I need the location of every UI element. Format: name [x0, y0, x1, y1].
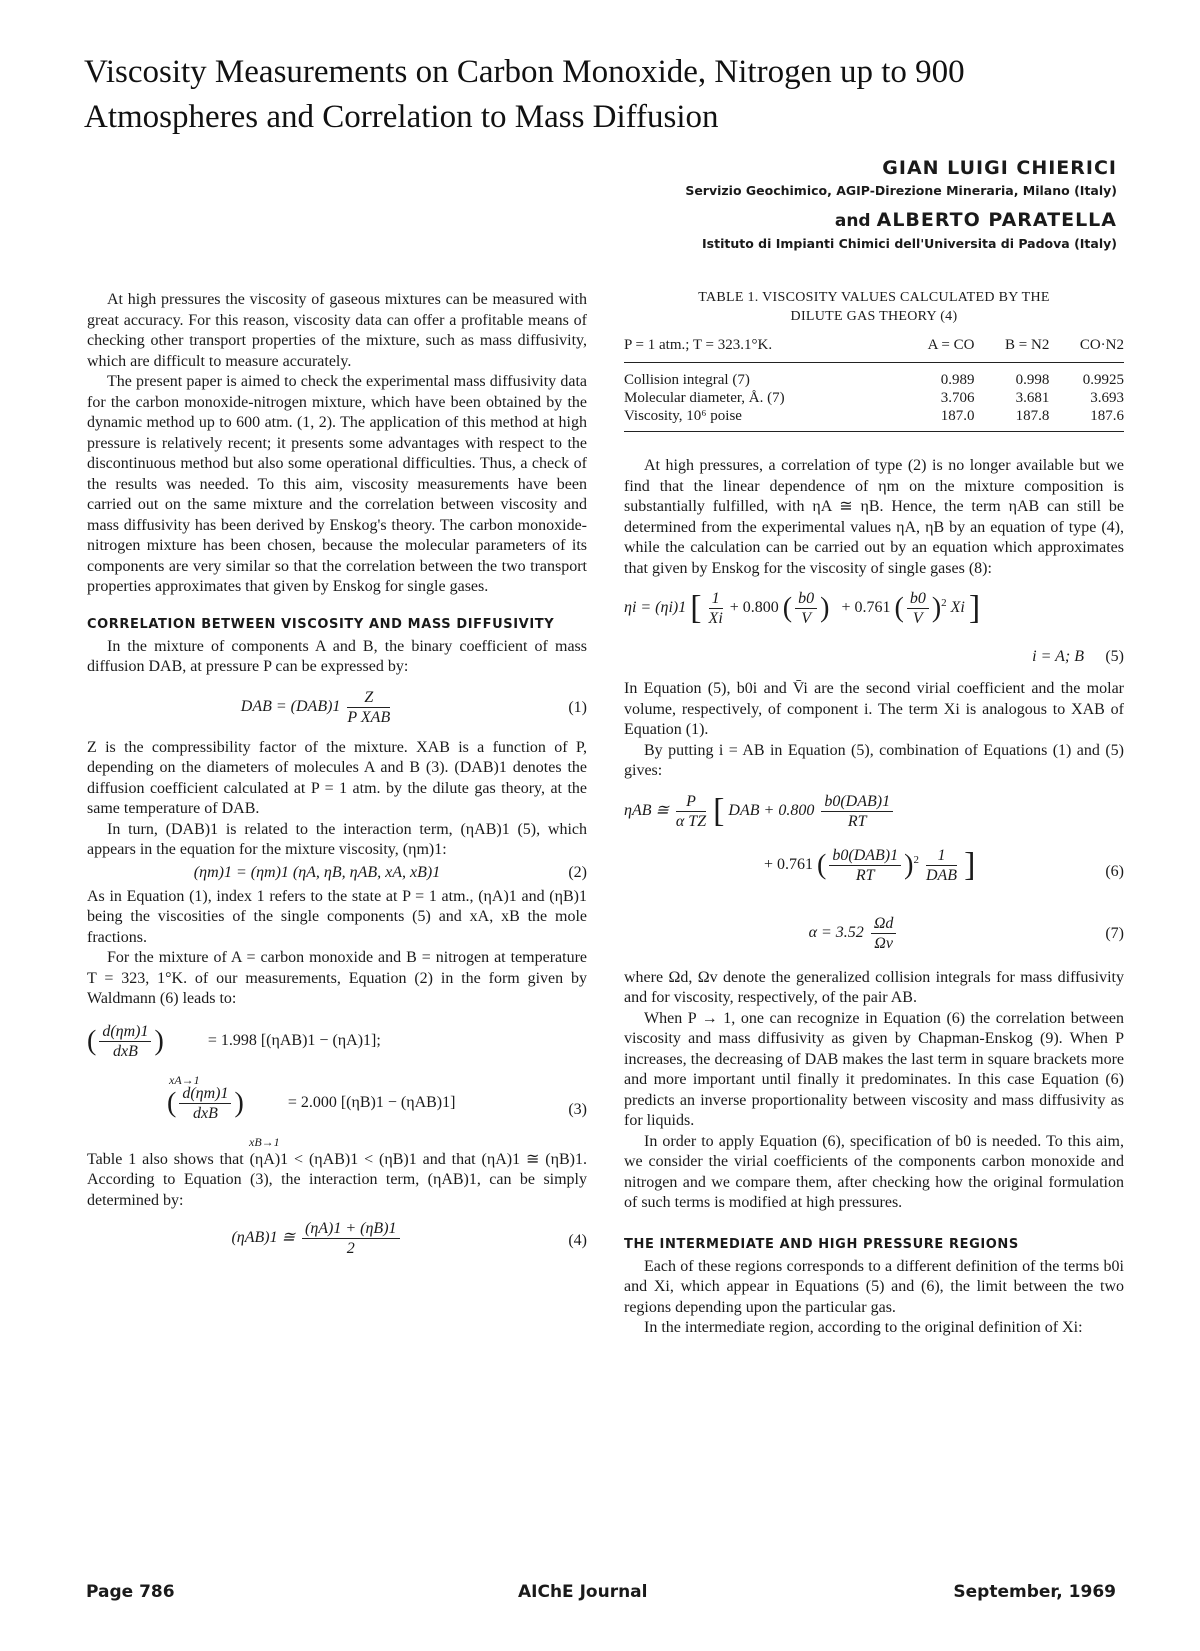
author-affiliation-2: Istituto di Impianti Chimici dell'Universita di Padova (Italy)	[702, 236, 1117, 251]
equation-1	[87, 684, 587, 732]
eq7-fraction	[871, 914, 897, 953]
eq7-denominator: Ωv	[874, 934, 893, 952]
paragraph: In the intermediate region, according to the original definition of Xi:	[644, 1319, 1083, 1336]
table-header-row	[624, 336, 1124, 363]
paragraph: At high pressures the viscosity of gaseous mixtures can be measured with great accuracy. For this reason, viscosity data can offer a profitable means of checking other transport properties of the mixture, such as mass diffusivity, which are difficult to measure accurately.	[87, 291, 587, 370]
paragraph: By putting i = AB in Equation (5), combination of Equations (1) and (5) gives:	[624, 741, 1124, 779]
author-and: and	[834, 211, 871, 231]
eq1-fraction	[347, 688, 390, 727]
eq3a-rhs: = 1.998 [(ηAB)1 − (ηA)1];	[207, 1031, 381, 1049]
equation-number: (3)	[568, 1100, 587, 1118]
author-affiliation-1: Servizio Geochimico, AGIP-Direzione Mineraria, Milano (Italy)	[685, 183, 1117, 198]
eq3a-subscript: xA→1	[169, 1072, 200, 1087]
table-cell: 0.998	[1015, 372, 1050, 388]
paragraph: For the mixture of A = carbon monoxide and B = nitrogen at temperature T = 323, 1°K. of our measurements, Equation (2) in the form given by Waldmann (6) leads to:	[87, 949, 587, 1007]
eq3b-fraction	[179, 1084, 231, 1123]
table-cell: 3.681	[1015, 390, 1050, 406]
eq5-coef-2: + 0.761	[841, 599, 891, 617]
table-header-cell: CO·N2	[1049, 336, 1124, 363]
eq6-f1-numerator: P	[676, 792, 706, 812]
table-cell: Viscosity, 10⁶ poise	[624, 407, 895, 432]
table-cell: 187.0	[895, 407, 974, 432]
equation-number: (5)	[1105, 648, 1124, 665]
eq6-f3-numerator: b0(DAB)1	[829, 846, 901, 866]
eq6-term-b: + 0.761	[764, 855, 814, 873]
paragraph: The present paper is aimed to check the experimental mass diffusivity data for the carbon monoxide-nitrogen mixture, which have been obtained by the dynamic method up to 600 atm. (1, 2). The application of this method at high pressure is relatively recent; it presents some advantages with respect to the discontinuous method but also some operational difficulties. Thus, a check of the results was needed. To this aim, viscosity measurements have been carried out on the same mixture and the correlation between viscosity and mass diffusivity has been derived by Enskog's theory. The carbon monoxide-nitrogen mixture has been chosen, because the molecular parameters of its components are very similar so that the correlation between the two transport properties approximates that given by Enskog for single gases.	[87, 373, 587, 595]
section-heading: THE INTERMEDIATE AND HIGH PRESSURE REGIONS	[624, 1236, 1019, 1252]
eq1-denominator: P XAB	[347, 708, 391, 726]
equation-2	[87, 861, 587, 887]
table-cell: 187.6	[1049, 407, 1124, 432]
table-header-cell: P = 1 atm.; T = 323.1°K.	[624, 336, 895, 363]
table-1-title-line-1: TABLE 1. VISCOSITY VALUES CALCULATED BY THE	[698, 290, 1050, 305]
paragraph: Z is the compressibility factor of the mixture. XAB is a function of P, depending on the diameters of molecules A and B (3). (DAB)1 denotes the diffusion coefficient calculated at P = 1 atm. by the dilute gas theory, at the same temperature of DAB.	[87, 738, 587, 817]
eq7-lhs: α = 3.52	[808, 923, 864, 941]
eq4-numerator: (ηA)1 + (ηB)1	[302, 1219, 400, 1239]
eq1-numerator: Z	[347, 688, 390, 708]
equation-5: ηi = (ηi)1 [ $\frac{1}{Xi}$ + 0.800 ( $\frac{b0}{V}$ ) + 0.761 ( $\frac{b0}{V}$ )$^2$ Xi ] i = A; B (5)	[624, 585, 1124, 673]
eq6-f2-numerator: b0(DAB)1	[821, 792, 893, 812]
paragraph: where Ωd, Ωv denote the generalized collision integrals for mass diffusivity and for viscosity, respectively, of the pair AB.	[624, 968, 1124, 1006]
eq5-fraction-2	[795, 589, 817, 628]
eq6-f4-numerator: 1	[926, 846, 957, 866]
eq5-coef-1: + 0.800	[729, 599, 779, 617]
paragraph: In order to apply Equation (6), specification of b0 is needed. To this aim, we consider the virial coefficients of the components carbon monoxide and nitrogen and we compare them, after checking how the original formulation of such terms is modified at high pressures.	[624, 1132, 1124, 1211]
eq6-fraction-1	[676, 792, 706, 831]
eq5-f2-numerator: b0	[795, 589, 817, 609]
eq5-f3-denominator: V	[912, 610, 923, 627]
journal-name: AIChE Journal	[518, 1582, 648, 1602]
paragraph: At high pressures, a correlation of type (2) is no longer available but we find that the linear dependence of ηm on the mixture composition is substantially fulfilled, with ηA ≅ ηB. Hence, the term ηAB can still be determined from the experimental values ηA, ηB by an equation of type (4), while the calculation can be carried out by an equation which approximates that given by Enskog for the viscosity of single gases (8):	[624, 457, 1124, 577]
equation-number: (2)	[568, 863, 587, 881]
table-row	[624, 363, 1124, 390]
author-name-1: GIAN LUIGI CHIERICI	[882, 157, 1117, 179]
table-row	[624, 407, 1124, 432]
paragraph: In the mixture of components A and B, the binary coefficient of mass diffusion DAB, at pressure P can be expressed by:	[87, 637, 587, 675]
eq4-denominator: 2	[346, 1240, 355, 1257]
eq4-lhs: (ηAB)1 ≅	[231, 1229, 295, 1247]
eq3b: ( $\frac{d(\eta m)1}{\text{dxB}}$ ) = 2.000 [(ηB)1 − (ηAB)1] xB→1	[167, 1084, 455, 1123]
eq5-f3-numerator: b0	[907, 589, 929, 609]
equation-number: (7)	[1105, 924, 1124, 942]
eq3a-numerator: d(ηm)1	[99, 1022, 151, 1042]
eq4-fraction	[302, 1219, 400, 1258]
eq3b-subscript: xB→1	[249, 1134, 280, 1149]
eq6-f2-denominator: RT	[847, 812, 867, 830]
eq5-f2-denominator: V	[801, 610, 812, 627]
equation-number: (1)	[568, 698, 587, 716]
table-cell: 0.9925	[1082, 372, 1124, 388]
left-column	[87, 290, 587, 1271]
eq6-fraction-3	[829, 846, 901, 885]
equation-6: ηAB ≅ $\frac{P}{\text{α TZ}}$ [ DAB + 0.800 $\frac{\text{b0(DAB)1}}{RT}$ + 0.761 ( $\frac{\text{b0(DAB)1}}{RT}$ )$^2$ $\frac{1}{\text{DAB}}$ ] (6)	[624, 791, 1124, 884]
section-heading: CORRELATION BETWEEN VISCOSITY AND MASS DIFFUSIVITY	[87, 616, 555, 632]
table-cell: Collision integral (7)	[624, 372, 750, 388]
table-header-cell: A = CO	[895, 336, 974, 363]
paragraph: When P → 1, one can recognize in Equation (6) the correlation between viscosity and mass diffusivity as given by Chapman-Enskog (9). When P increases, the decreasing of DAB makes the last term in square brackets more and more important until finally it predominates. In this case Equation (6) predicts an inverse proportionality between viscosity and mass diffusivity as for liquids.	[624, 1009, 1124, 1129]
eq3b-numerator: d(ηm)1	[179, 1084, 231, 1104]
author-name-2: ALBERTO PARATELLA	[876, 209, 1117, 231]
eq6-fraction-2	[821, 792, 893, 831]
eq5-f1-numerator: 1	[709, 589, 723, 609]
equation-4	[87, 1217, 587, 1265]
publication-date: September, 1969	[953, 1582, 1116, 1602]
eq2-body: (ηm)1 = (ηm)1 (ηA, ηB, ηAB, xA, xB)1	[193, 863, 441, 881]
eq5-lhs: ηi = (ηi)1	[624, 599, 687, 617]
table-cell: 3.693	[1090, 390, 1124, 406]
paragraph: Table 1 also shows that (ηA)1 < (ηAB)1 < (ηB)1 and that (ηA)1 ≅ (ηB)1. According to Equation (3), the interaction term, (ηAB)1, can be simply determined by:	[87, 1150, 587, 1209]
article-title: Viscosity Measurements on Carbon Monoxide, Nitrogen up to 900 Atmospheres and Correlation to Mass Diffusion	[84, 54, 965, 135]
eq6-fraction-4	[926, 846, 957, 885]
paragraph: As in Equation (1), index 1 refers to the state at P = 1 atm., (ηA)1 and (ηB)1 being the viscosities of the single components (5) and xA, xB the mole fractions.	[87, 887, 587, 946]
eq6-f3-denominator: RT	[855, 866, 875, 884]
eq3a-denominator: dxB	[112, 1042, 138, 1060]
equation-7	[624, 912, 1124, 962]
table-header-cell: B = N2	[974, 336, 1049, 363]
eq6-term-a: DAB + 0.800	[728, 801, 815, 819]
eq5-tail: Xi	[950, 599, 965, 617]
table-1-title-line-2: DILUTE GAS THEORY (4)	[790, 309, 958, 324]
paragraph: In turn, (DAB)1 is related to the interaction term, (ηAB)1 (5), which appears in the equation for the mixture viscosity, (ηm)1:	[87, 820, 587, 858]
table-cell: 187.8	[974, 407, 1049, 432]
paragraph: In Equation (5), b0i and V̄i are the second virial coefficient and the molar volume, respectively, of component i. The term Xi is analogous to XAB of Equation (1).	[624, 680, 1124, 738]
table-row	[624, 389, 1124, 407]
eq7-numerator: Ωd	[871, 914, 897, 934]
paragraph: Each of these regions corresponds to a different definition of the terms b0i and Xi, which appear in Equations (5) and (6), the limit between the two regions depending upon the particular gas.	[624, 1257, 1124, 1316]
right-column	[624, 288, 1124, 1339]
eq6-f1-denominator: α TZ	[675, 812, 707, 830]
eq5-condition: i = A; B	[1032, 648, 1084, 665]
eq5-fraction-1	[709, 589, 723, 628]
eq6-lhs: ηAB ≅	[624, 801, 669, 819]
author-block	[685, 155, 1117, 260]
table-cell: 0.989	[940, 372, 975, 388]
table-1-title	[624, 288, 1124, 326]
table-1	[624, 336, 1124, 432]
equation-number: (6)	[1105, 862, 1124, 880]
eq5-fraction-3	[907, 589, 929, 628]
eq3b-denominator: dxB	[192, 1104, 218, 1122]
eq6-f4-denominator: DAB	[925, 866, 958, 884]
eq3a-fraction	[99, 1022, 151, 1061]
equation-3	[87, 1016, 587, 1149]
author-name-2-line	[685, 207, 1117, 234]
equation-number: (4)	[568, 1232, 587, 1249]
page-number: Page 786	[86, 1582, 175, 1602]
eq1-lhs: DAB = (DAB)1	[240, 697, 341, 715]
eq3b-rhs: = 2.000 [(ηB)1 − (ηAB)1]	[287, 1093, 456, 1111]
table-cell: 3.706	[940, 390, 975, 406]
eq5-f1-denominator: Xi	[708, 610, 723, 627]
table-cell: Molecular diameter, Å. (7)	[624, 390, 785, 406]
eq3a: ( $\frac{d(\eta m)1}{\text{dxB}}$ ) = 1.998 [(ηAB)1 − (ηA)1]; xA→1	[87, 1022, 381, 1061]
